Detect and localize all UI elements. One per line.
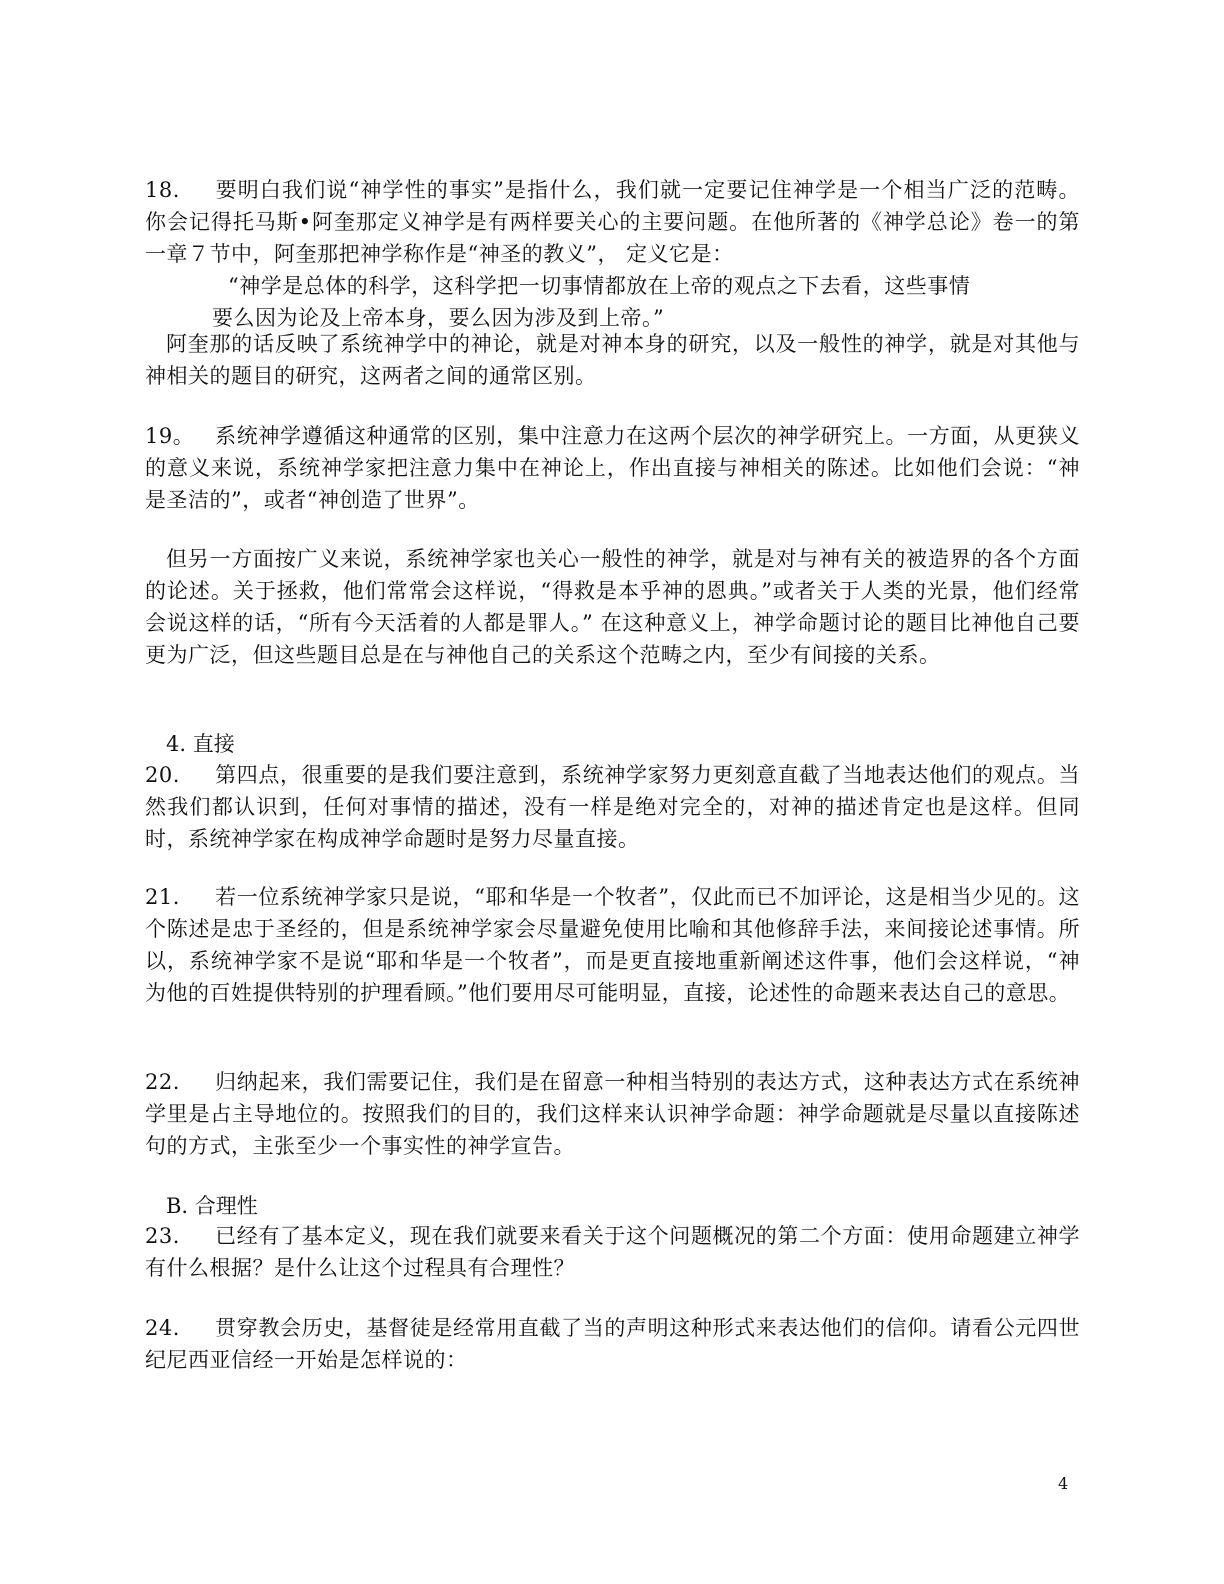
paragraph-number: 21. [145, 885, 180, 909]
paragraph-number: 19。 [145, 424, 195, 448]
paragraph-20 [145, 759, 1080, 855]
paragraph-text: 阿奎那的话反映了系统神学中的神论，就是对神本身的研究，以及一般性的神学，就是对其他与神相关的题目的研究，这两者之间的通常区别。 [145, 332, 1080, 388]
paragraph-18-continued [145, 328, 1080, 392]
quote-line: 要么因为论及上帝本身，要么因为涉及到上帝。” [212, 306, 665, 330]
page-number: 4 [1058, 1474, 1069, 1493]
quote-line: “神学是总体的科学，这科学把一切事情都放在上帝的观点之下去看，这些事情 [228, 274, 971, 298]
paragraph-22 [145, 1066, 1080, 1162]
paragraph-text: 归纳起来，我们需要记住，我们是在留意一种相当特别的表达方式，这种表达方式在系统神学里是占主导地位的。按照我们的目的，我们这样来认识神学命题：神学命题就是尽量以直接陈述句的方式，主张至少一个事实性的神学宣告。 [145, 1070, 1080, 1158]
paragraph-number: 23. [145, 1224, 180, 1248]
paragraph-text: 第四点，很重要的是我们要注意到，系统神学家努力更刻意直截了当地表达他们的观点。当然我们都认识到，任何对事情的描述，没有一样是绝对完全的，对神的描述肯定也是这样。但同时，系统神学家在构成神学命题时是努力尽量直接。 [145, 763, 1080, 851]
paragraph-text: 但另一方面按广义来说，系统神学家也关心一般性的神学，就是对与神有关的被造界的各个方面的论述。关于拯救，他们常常会这样说，“得救是本乎神的恩典。”或者关于人类的光景，他们经常会说这样的话，“所有今天活着的人都是罪人。” 在这种意义上，神学命题讨论的题目比神他自己要更为广泛，但这些题目总是在与神他自己的关系这个范畴之内，至少有间接的关系。 [145, 547, 1080, 667]
paragraph-19 [145, 420, 1080, 516]
paragraph-number: 20. [145, 763, 180, 787]
paragraph-text: 系统神学遵循这种通常的区别，集中注意力在这两个层次的神学研究上。一方面，从更狭义的意义来说，系统神学家把注意力集中在神论上，作出直接与神相关的陈述。比如他们会说：“神是圣洁的”，或者“神创造了世界”。 [145, 424, 1080, 512]
paragraph-number: 24. [145, 1316, 180, 1340]
paragraph-19-continued [145, 543, 1080, 671]
paragraph-text: 已经有了基本定义，现在我们就要来看关于这个问题概况的第二个方面：使用命题建立神学有什么根据？是什么让这个过程具有合理性？ [145, 1224, 1080, 1280]
paragraph-23 [145, 1220, 1080, 1284]
section-heading-direct: 4. 直接 [166, 732, 235, 756]
paragraph-text: 若一位系统神学家只是说，“耶和华是一个牧者”，仅此而已不加评论，这是相当少见的。这个陈述是忠于圣经的，但是系统神学家会尽量避免使用比喻和其他修辞手法，来间接论述事情。所以，系统神学家不是说“耶和华是一个牧者”，而是更直接地重新阐述这件事，他们会这样说，“神为他的百姓提供特别的护理看顾。”他们要用尽可能明显，直接，论述性的命题来表达自己的意思。 [145, 885, 1080, 1005]
paragraph-text: 贯穿教会历史，基督徒是经常用直截了当的声明这种形式来表达他们的信仰。请看公元四世纪尼西亚信经一开始是怎样说的： [145, 1316, 1080, 1372]
paragraph-number: 18. [145, 178, 180, 202]
paragraph-21 [145, 881, 1080, 1009]
paragraph-text: 要明白我们说“神学性的事实”是指什么，我们就一定要记住神学是一个相当广泛的范畴。 你会记得托马斯•阿奎那定义神学是有两样要关心的主要问题。在他所著的《神学总论》卷一的第一章７节中，阿奎那把神学称作是“神圣的教义”， 定义它是： [145, 178, 1080, 266]
paragraph-24 [145, 1312, 1080, 1376]
aquinas-quote [212, 270, 1072, 334]
paragraph-number: 22. [145, 1070, 180, 1094]
paragraph-18 [145, 174, 1080, 270]
section-heading-rationale: B. 合理性 [166, 1194, 258, 1218]
